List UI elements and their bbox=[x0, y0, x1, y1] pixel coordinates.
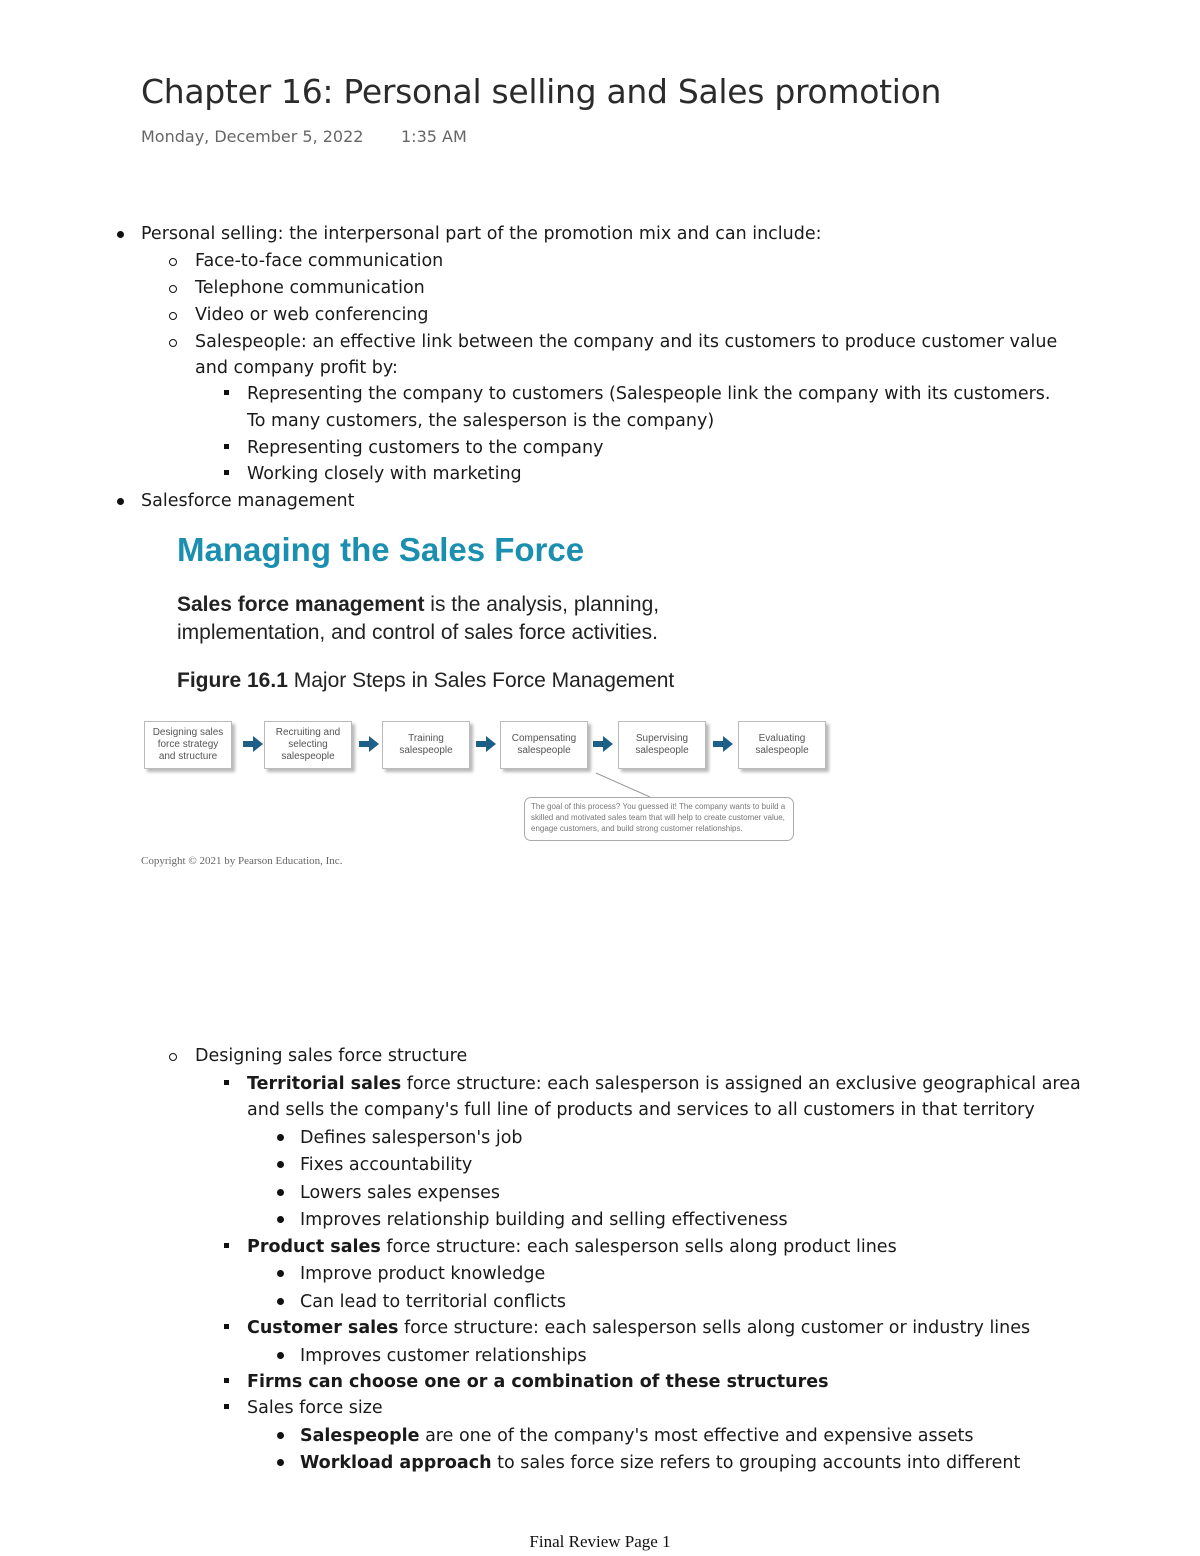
bullet-square-icon bbox=[224, 1404, 229, 1409]
bullet-square-icon bbox=[224, 1080, 229, 1085]
note-line-size: Sales force size bbox=[247, 1398, 383, 1418]
step-box: Recruiting and selecting salespeople bbox=[264, 721, 352, 769]
arrow-right-icon bbox=[475, 734, 497, 754]
page-title: Chapter 16: Personal selling and Sales promotion bbox=[141, 72, 942, 111]
note-line-rep-company: Representing the company to customers (Salespeople link the company with its customers. bbox=[247, 384, 1051, 404]
term-territorial-text: force structure: each salesperson is assigned an exclusive geographical area bbox=[401, 1074, 1081, 1094]
note-line-territorial-conf: Can lead to territorial conflicts bbox=[300, 1292, 567, 1312]
bullet-square-icon bbox=[224, 470, 229, 475]
bullet-disc-icon bbox=[277, 1432, 284, 1439]
note-line-customer bbox=[247, 1315, 1030, 1342]
bullet-disc-icon bbox=[117, 498, 124, 505]
note-line-territorial-cont: and sells the company's full line of products and services to all customers in that territory bbox=[247, 1100, 1035, 1120]
bullet-circle-icon bbox=[169, 258, 177, 266]
bullet-circle-icon bbox=[169, 1053, 177, 1061]
note-line-designing: Designing sales force structure bbox=[195, 1046, 468, 1066]
note-line-face-to-face: Face-to-face communication bbox=[195, 251, 444, 271]
bullet-disc-icon bbox=[277, 1216, 284, 1223]
term-product-text: force structure: each salesperson sells along product lines bbox=[380, 1237, 897, 1257]
note-line-personal-selling: Personal selling: the interpersonal part of the promotion mix and can include: bbox=[141, 224, 822, 244]
bullet-disc-icon bbox=[277, 1298, 284, 1305]
bullet-circle-icon bbox=[169, 339, 177, 347]
note-line-improves-rel: Improves relationship building and selling effectiveness bbox=[300, 1210, 788, 1230]
bullet-disc-icon bbox=[277, 1270, 284, 1277]
note-line-rep-customers: Representing customers to the company bbox=[247, 438, 604, 458]
note-line-salespeople-cont: and company profit by: bbox=[195, 358, 398, 378]
term-product: Product sales bbox=[247, 1237, 381, 1257]
note-line-product bbox=[247, 1234, 897, 1261]
bullet-circle-icon bbox=[169, 312, 177, 320]
bullet-disc-icon bbox=[277, 1189, 284, 1196]
bullet-disc-icon bbox=[277, 1161, 284, 1168]
note-line-firms-choose: Firms can choose one or a combination of these structures bbox=[247, 1372, 829, 1392]
slide-figure-title: Major Steps in Sales Force Management bbox=[287, 669, 675, 692]
term-customer: Customer sales bbox=[247, 1318, 399, 1338]
bullet-square-icon bbox=[224, 1243, 229, 1248]
term-salespeople-text: are one of the company's most effective and expensive assets bbox=[419, 1426, 974, 1446]
bullet-disc-icon bbox=[277, 1134, 284, 1141]
note-line-rep-company-cont: To many customers, the salesperson is the company) bbox=[247, 411, 715, 431]
slide-definition bbox=[177, 591, 797, 647]
bullet-disc-icon bbox=[277, 1459, 284, 1466]
callout-note: The goal of this process? You guessed it! The company wants to build a skilled and motivated sales team that will help to create customer value, engage customers, and build strong customer relationships. bbox=[524, 797, 794, 841]
page-time: 1:35 AM bbox=[401, 127, 467, 146]
bullet-circle-icon bbox=[169, 285, 177, 293]
note-line-salespeople: Salespeople: an effective link between the company and its customers to produce customer value bbox=[195, 332, 1058, 352]
step-box: Compensating salespeople bbox=[500, 721, 588, 769]
term-workload: Workload approach bbox=[300, 1453, 492, 1473]
term-territorial: Territorial sales bbox=[247, 1074, 402, 1094]
term-customer-text: force structure: each salesperson sells along customer or industry lines bbox=[398, 1318, 1031, 1338]
slide-definition-term: Sales force management bbox=[177, 593, 425, 616]
bullet-square-icon bbox=[224, 1324, 229, 1329]
term-salespeople: Salespeople bbox=[300, 1426, 420, 1446]
step-box: Supervising salespeople bbox=[618, 721, 706, 769]
slide-copyright: Copyright © 2021 by Pearson Education, Inc. bbox=[141, 855, 343, 867]
bullet-square-icon bbox=[224, 444, 229, 449]
note-line-defines-job: Defines salesperson's job bbox=[300, 1128, 523, 1148]
bullet-disc-icon bbox=[277, 1352, 284, 1359]
term-workload-text: to sales force size refers to grouping accounts into different bbox=[491, 1453, 1021, 1473]
note-line-fixes-acc: Fixes accountability bbox=[300, 1155, 473, 1175]
step-box: Designing sales force strategy and structure bbox=[144, 721, 232, 769]
note-line-salesforce-mgmt: Salesforce management bbox=[141, 491, 355, 511]
note-line-telephone: Telephone communication bbox=[195, 278, 425, 298]
arrow-right-icon bbox=[592, 734, 614, 754]
arrow-right-icon bbox=[358, 734, 380, 754]
note-line-workload bbox=[300, 1450, 1020, 1477]
note-line-salespeople-assets bbox=[300, 1423, 973, 1450]
slide-image bbox=[130, 525, 850, 875]
note-line-video: Video or web conferencing bbox=[195, 305, 429, 325]
bullet-disc-icon bbox=[117, 231, 124, 238]
bullet-square-icon bbox=[224, 1378, 229, 1383]
step-box: Training salespeople bbox=[382, 721, 470, 769]
slide-definition-text: is the analysis, planning, implementation, and control of sales force activities. bbox=[177, 593, 660, 644]
note-line-working-marketing: Working closely with marketing bbox=[247, 464, 522, 484]
note-line-territorial bbox=[247, 1071, 1081, 1098]
note-line-improve-prod: Improve product knowledge bbox=[300, 1264, 546, 1284]
note-line-lowers-exp: Lowers sales expenses bbox=[300, 1183, 501, 1203]
step-box: Evaluating salespeople bbox=[738, 721, 826, 769]
bullet-square-icon bbox=[224, 390, 229, 395]
slide-figure-caption bbox=[177, 669, 674, 693]
arrow-right-icon bbox=[242, 734, 264, 754]
page-footer: Final Review Page 1 bbox=[529, 1532, 671, 1551]
page-date: Monday, December 5, 2022 bbox=[141, 127, 364, 146]
slide-title: Managing the Sales Force bbox=[177, 531, 585, 568]
note-line-improves-cust: Improves customer relationships bbox=[300, 1346, 587, 1366]
slide-figure-number: Figure 16.1 bbox=[177, 669, 288, 692]
arrow-right-icon bbox=[712, 734, 734, 754]
